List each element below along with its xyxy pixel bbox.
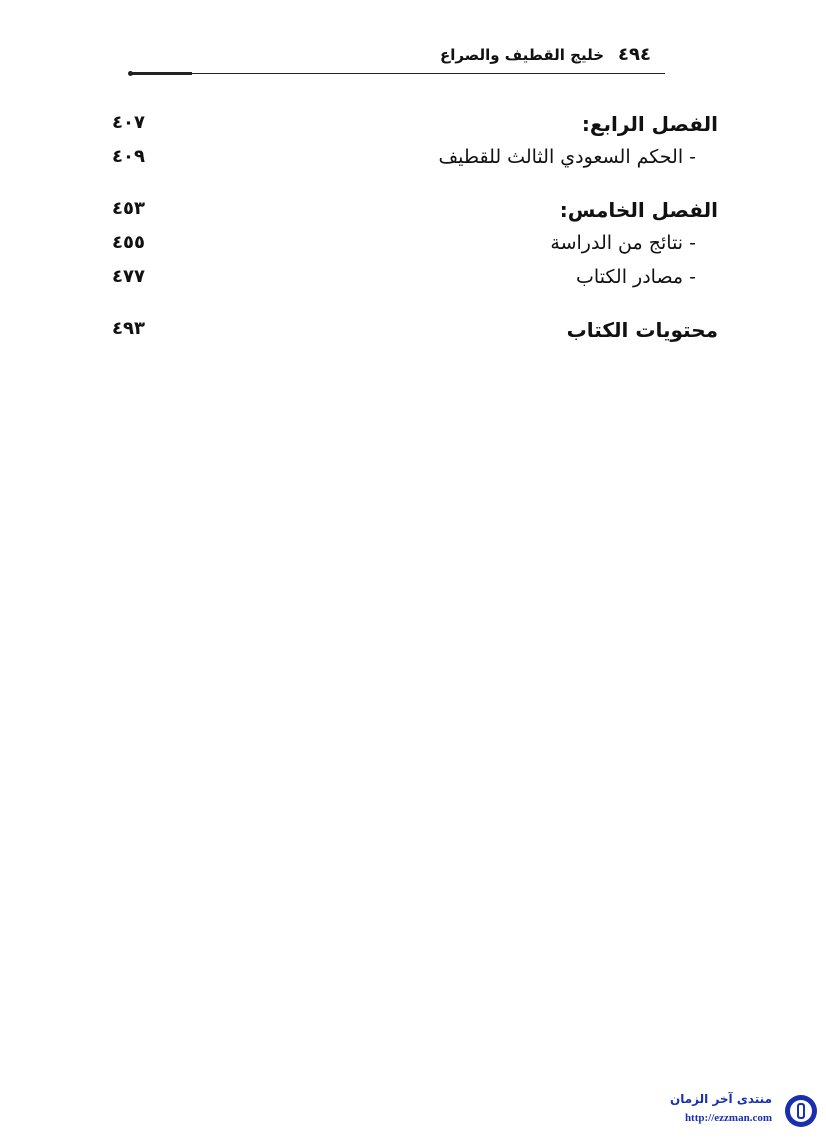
toc-page-number: ٤٥٣: [112, 198, 145, 219]
header-rule-dot: [128, 71, 133, 76]
toc-chapter-title: الفصل الرابع:: [581, 112, 718, 136]
toc-section-title: - الحكم السعودي الثالث للقطيف: [438, 146, 696, 168]
toc-section-title: - مصادر الكتاب: [576, 266, 696, 288]
toc-page-number: ٤٠٧: [112, 112, 145, 133]
toc-page-number: ٤٥٥: [112, 232, 145, 253]
toc-entry: [112, 318, 718, 352]
header-page-number: ٤٩٤: [618, 44, 651, 65]
site-watermark: [632, 1090, 818, 1132]
toc-entry: [112, 232, 718, 266]
watermark-title: منتدى آخر الزمان: [670, 1092, 772, 1106]
running-header: [130, 44, 665, 76]
toc-page-number: ٤٩٣: [112, 318, 145, 339]
header-title-group: [440, 44, 651, 65]
ezzman-logo-icon: [784, 1094, 818, 1128]
watermark-url[interactable]: http://ezzman.com: [684, 1112, 772, 1124]
toc-entry: [112, 198, 718, 232]
table-of-contents: [112, 112, 718, 352]
toc-chapter-title: الفصل الخامس:: [559, 198, 718, 222]
toc-entry: [112, 266, 718, 300]
header-rule-accent: [130, 72, 192, 75]
toc-chapter-title: محتويات الكتاب: [566, 318, 718, 342]
header-book-title: خليج القطيف والصراع: [439, 46, 605, 64]
header-rule: [130, 73, 665, 74]
toc-section-title: - نتائج من الدراسة: [550, 232, 696, 254]
toc-entry: [112, 146, 718, 180]
toc-page-number: ٤٧٧: [112, 266, 145, 287]
toc-entry: [112, 112, 718, 146]
toc-page-number: ٤٠٩: [112, 146, 145, 167]
